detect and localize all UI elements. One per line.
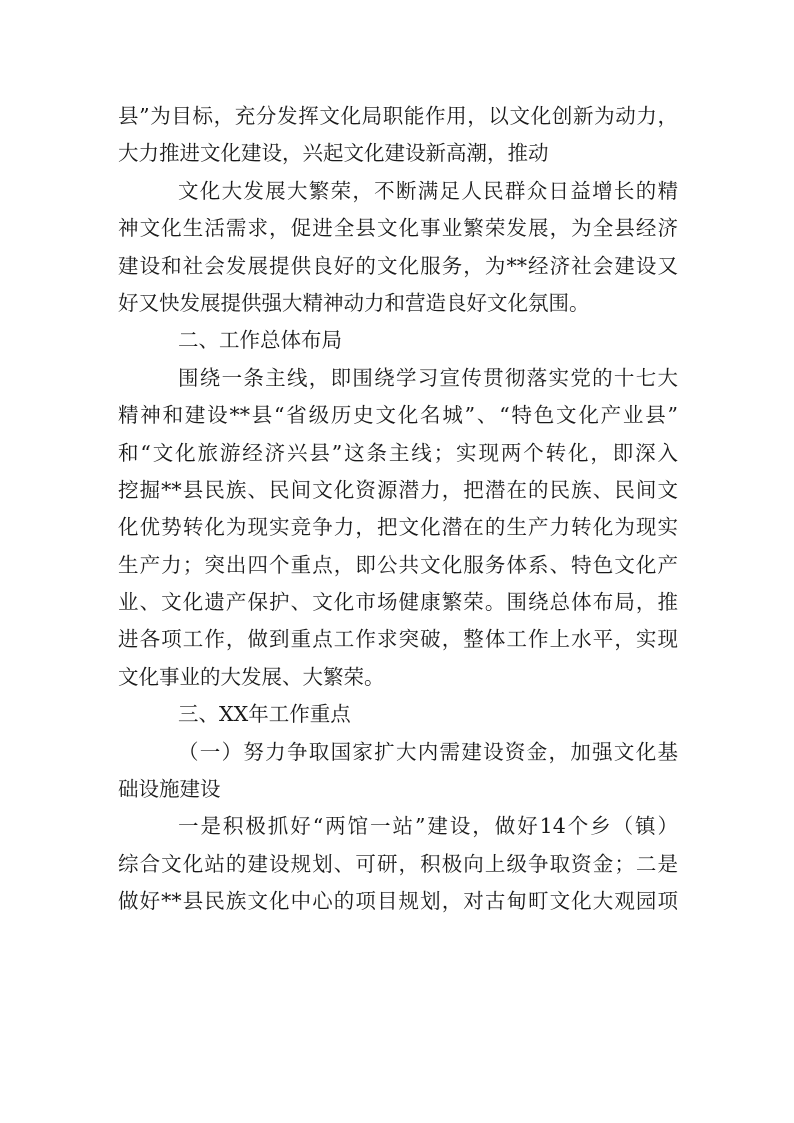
paragraph-line: 业、文化遗产保护、文化市场健康繁荣。围绕总体布局，推 <box>118 590 678 615</box>
paragraph-line: 挖掘**县民族、民间文化资源潜力，把潜在的民族、民间文 <box>118 477 678 502</box>
paragraph-line: 神文化生活需求，促进全县文化事业繁荣发展，为全县经济 <box>118 216 678 241</box>
document-body <box>118 98 678 921</box>
paragraph-line: 好又快发展提供强大精神动力和营造良好文化氛围。 <box>118 290 590 315</box>
paragraph-line: 进各项工作，做到重点工作求突破，整体工作上水平，实现 <box>118 627 678 652</box>
paragraph-line: 县”为目标，充分发挥文化局职能作用，以文化创新为动力， <box>118 104 678 128</box>
paragraph-line: 化优势转化为现实竞争力，把文化潜在的生产力转化为现实 <box>118 515 678 540</box>
paragraph-line: 做好**县民族文化中心的项目规划，对古甸町文化大观园项 <box>118 889 678 914</box>
paragraph-line: 生产力；突出四个重点，即公共文化服务体系、特色文化产 <box>118 552 678 577</box>
paragraph-line: 和“文化旅游经济兴县”这条主线；实现两个转化，即深入 <box>118 440 678 465</box>
paragraph-line: 文化事业的大发展、大繁荣。 <box>118 664 385 689</box>
paragraph-line: 综合文化站的建设规划、可研，积极向上级争取资金；二是 <box>118 851 678 876</box>
section-heading: 三、XX年工作重点 <box>178 702 351 727</box>
paragraph-line: 围绕一条主线，即围绕学习宣传贯彻落实党的十七大 <box>178 365 678 390</box>
section-heading: 二、工作总体布局 <box>178 328 342 353</box>
paragraph-line: 文化大发展大繁荣，不断满足人民群众日益增长的精 <box>178 178 678 203</box>
subsection-heading: （一）努力争取国家扩大内需建设资金，加强文化基 <box>178 739 678 764</box>
paragraph-line: 精神和建设**县“省级历史文化名城”、“特色文化产业县” <box>118 403 678 428</box>
paragraph-line: 大力推进文化建设，兴起文化建设新高潮，推动 <box>118 141 549 166</box>
subsection-heading: 础设施建设 <box>118 777 221 802</box>
paragraph-line: 建设和社会发展提供良好的文化服务，为**经济社会建设又 <box>118 253 678 278</box>
paragraph-line: 一是积极抓好“两馆一站”建设，做好14个乡（镇） <box>178 814 678 839</box>
